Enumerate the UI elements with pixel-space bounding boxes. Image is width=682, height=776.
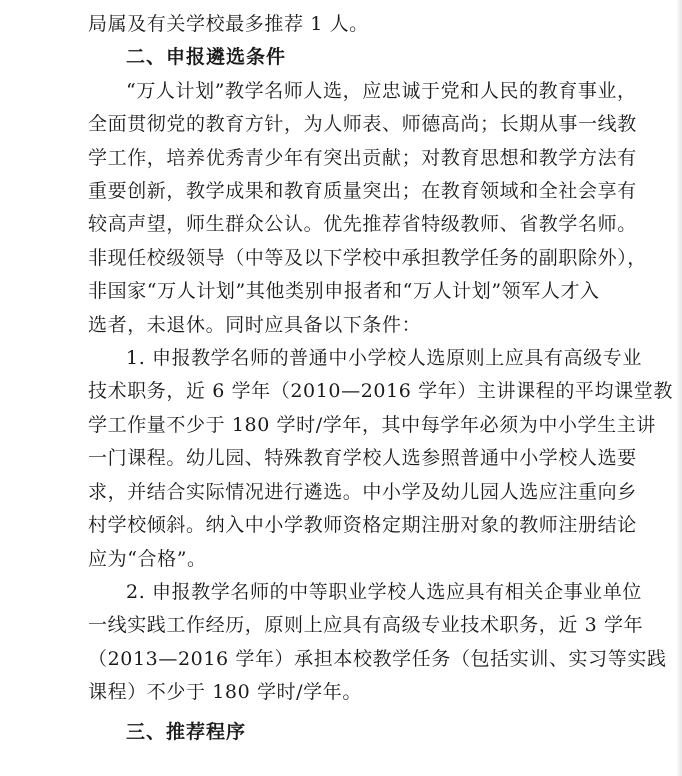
- text-line: 应为“合格”。: [88, 547, 207, 570]
- text-line: 非国家“万人计划”其他类别申报者和“万人计划”领军人才入: [88, 280, 600, 303]
- text-line: 技术职务，近 6 学年（2010—2016 学年）主讲课程的平均课堂教: [88, 380, 673, 403]
- text-line: 较高声望，师生群众公认。优先推荐省特级教师、省教学名师。: [88, 213, 637, 236]
- text-line: 选者，未退休。同时应具备以下条件：: [88, 313, 422, 336]
- text-line: “万人计划”教学名师人选，应忠诚于党和人民的教育事业，: [126, 79, 637, 102]
- text-line: （2013—2016 学年）承担本校教学任务（包括实训、实习等实践: [88, 647, 667, 670]
- document-body: [88, 8, 673, 749]
- text-line: 局属及有关学校最多推荐 1 人。: [88, 13, 369, 35]
- text-line: 1. 申报教学名师的普通中小学校人选原则上应具有高级专业: [126, 347, 642, 370]
- text-line: 学工作量不少于 180 学时/学年，其中每学年必须为中小学生主讲: [88, 413, 656, 436]
- text-line: 非现任校级领导（中等及以下学校中承担教学任务的副职除外），: [88, 246, 647, 269]
- text-line: 课程）不少于 180 学时/学年。: [88, 681, 362, 704]
- text-line: 村学校倾斜。纳入中小学教师资格定期注册对象的教师注册结论: [88, 514, 637, 537]
- text-line: 一门课程。幼儿园、特殊教育学校人选参照普通中小学校人选要: [88, 447, 637, 470]
- text-line: 一线实践工作经历，原则上应具有高级专业技术职务，近 3 学年: [88, 614, 644, 637]
- text-line: 重要创新，教学成果和教育质量突出；在教育领域和全社会享有: [88, 180, 637, 203]
- text-line: 2. 申报教学名师的中等职业学校人选应具有相关企事业单位: [126, 580, 642, 603]
- section-heading-2: 二、申报遴选条件: [126, 46, 287, 69]
- text-line: 全面贯彻党的教育方针，为人师表、师德高尚；长期从事一线教: [88, 113, 637, 136]
- text-line: 求，并结合实际情况进行遴选。中小学及幼儿园人选应注重向乡: [88, 480, 637, 503]
- text-line: 学工作，培养优秀青少年有突出贡献；对教育思想和教学方法有: [88, 146, 637, 169]
- section-heading-3: 三、推荐程序: [126, 720, 247, 743]
- page-edge-shadow: [676, 0, 682, 776]
